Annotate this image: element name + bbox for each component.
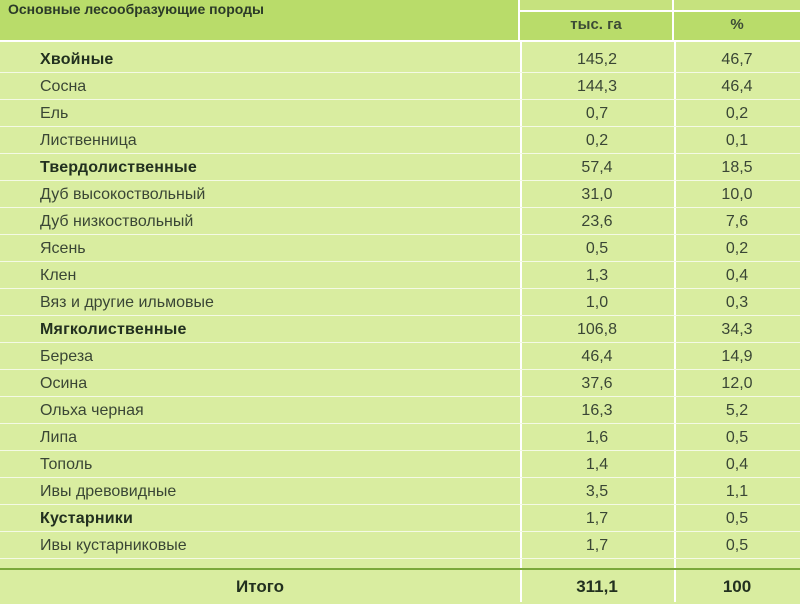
- total-area: 311,1: [576, 577, 618, 596]
- percent-value: 12,0: [721, 375, 753, 392]
- percent-value: 0,5: [725, 429, 749, 446]
- species-name: Лиственница: [40, 132, 137, 149]
- group-name: Мягколиственные: [40, 321, 187, 338]
- species-name: Тополь: [40, 456, 93, 473]
- table-row: [0, 289, 800, 316]
- table-row: [0, 451, 800, 478]
- table-header: [0, 0, 800, 42]
- group-name: Хвойные: [40, 51, 114, 68]
- area-value: 23,6: [581, 213, 613, 230]
- area-value: 57,4: [581, 159, 613, 176]
- species-name: Ель: [40, 105, 69, 122]
- table-row: [0, 127, 800, 154]
- table-title: Основные лесообразующие породы: [0, 0, 520, 42]
- area-value: 0,5: [585, 240, 609, 257]
- total-percent: 100: [722, 577, 752, 596]
- percent-value: 46,4: [721, 78, 753, 95]
- percent-value: 0,2: [725, 105, 749, 122]
- area-value: 16,3: [581, 402, 613, 419]
- species-name: Береза: [40, 348, 94, 365]
- percent-value: 10,0: [721, 186, 753, 203]
- percent-value: 0,5: [725, 510, 749, 527]
- area-value: 46,4: [581, 348, 613, 365]
- area-value: 1,0: [585, 294, 609, 311]
- species-name: Липа: [40, 429, 77, 446]
- percent-value: 0,3: [725, 294, 749, 311]
- species-name: Ивы кустарниковые: [40, 537, 187, 554]
- table-row: [0, 208, 800, 235]
- table-row: [0, 46, 800, 73]
- table-row: [0, 478, 800, 505]
- percent-value: 46,7: [721, 51, 753, 68]
- table-row: [0, 316, 800, 343]
- area-value: 144,3: [576, 78, 618, 95]
- percent-value: 0,4: [725, 456, 749, 473]
- area-value: 145,2: [576, 51, 618, 68]
- table-row: [0, 424, 800, 451]
- table-row: [0, 505, 800, 532]
- table-row: [0, 370, 800, 397]
- species-name: Ольха черная: [40, 402, 144, 419]
- table-row: [0, 181, 800, 208]
- area-value: 0,7: [585, 105, 609, 122]
- species-name: Ивы древовидные: [40, 483, 177, 500]
- percent-value: 0,4: [725, 267, 749, 284]
- table-row: [0, 235, 800, 262]
- table-body: [0, 46, 800, 559]
- column-header-area: [520, 0, 674, 42]
- total-row: [0, 568, 800, 602]
- species-name: Осина: [40, 375, 88, 392]
- percent-value: 1,1: [725, 483, 749, 500]
- table-row: [0, 343, 800, 370]
- group-name: Кустарники: [40, 510, 134, 527]
- area-value: 1,3: [585, 267, 609, 284]
- area-value: 3,5: [585, 483, 609, 500]
- header-strip: [674, 0, 800, 12]
- species-name: Вяз и другие ильмовые: [40, 294, 214, 311]
- percent-value: 18,5: [721, 159, 753, 176]
- percent-value: 0,5: [725, 537, 749, 554]
- species-name: Ясень: [40, 240, 86, 257]
- table-row: [0, 397, 800, 424]
- column-header-percent: [674, 0, 800, 42]
- area-value: 1,4: [585, 456, 609, 473]
- total-label: Итого: [236, 577, 284, 596]
- table-row: [0, 100, 800, 127]
- percent-value: 0,2: [725, 240, 749, 257]
- area-value: 1,7: [585, 510, 609, 527]
- area-value: 31,0: [581, 186, 613, 203]
- species-name: Дуб низкоствольный: [40, 213, 194, 230]
- area-value: 37,6: [581, 375, 613, 392]
- table-row: [0, 154, 800, 181]
- percent-value: 7,6: [725, 213, 749, 230]
- row-divider: [0, 558, 800, 559]
- percent-value: 34,3: [721, 321, 753, 338]
- column-header-percent-label: %: [730, 16, 744, 33]
- area-value: 0,2: [585, 132, 609, 149]
- percent-value: 0,1: [725, 132, 749, 149]
- table-row: [0, 73, 800, 100]
- group-name: Твердолиственные: [40, 159, 197, 176]
- species-name: Клен: [40, 267, 77, 284]
- percent-value: 14,9: [721, 348, 753, 365]
- area-value: 1,6: [585, 429, 609, 446]
- species-name: Дуб высокоствольный: [40, 186, 206, 203]
- area-value: 1,7: [585, 537, 609, 554]
- percent-value: 5,2: [725, 402, 749, 419]
- species-name: Сосна: [40, 78, 87, 95]
- area-value: 106,8: [576, 321, 618, 338]
- column-header-area-label: тыс. га: [570, 16, 622, 33]
- table-row: [0, 532, 800, 559]
- header-strip: [520, 0, 672, 12]
- table-row: [0, 262, 800, 289]
